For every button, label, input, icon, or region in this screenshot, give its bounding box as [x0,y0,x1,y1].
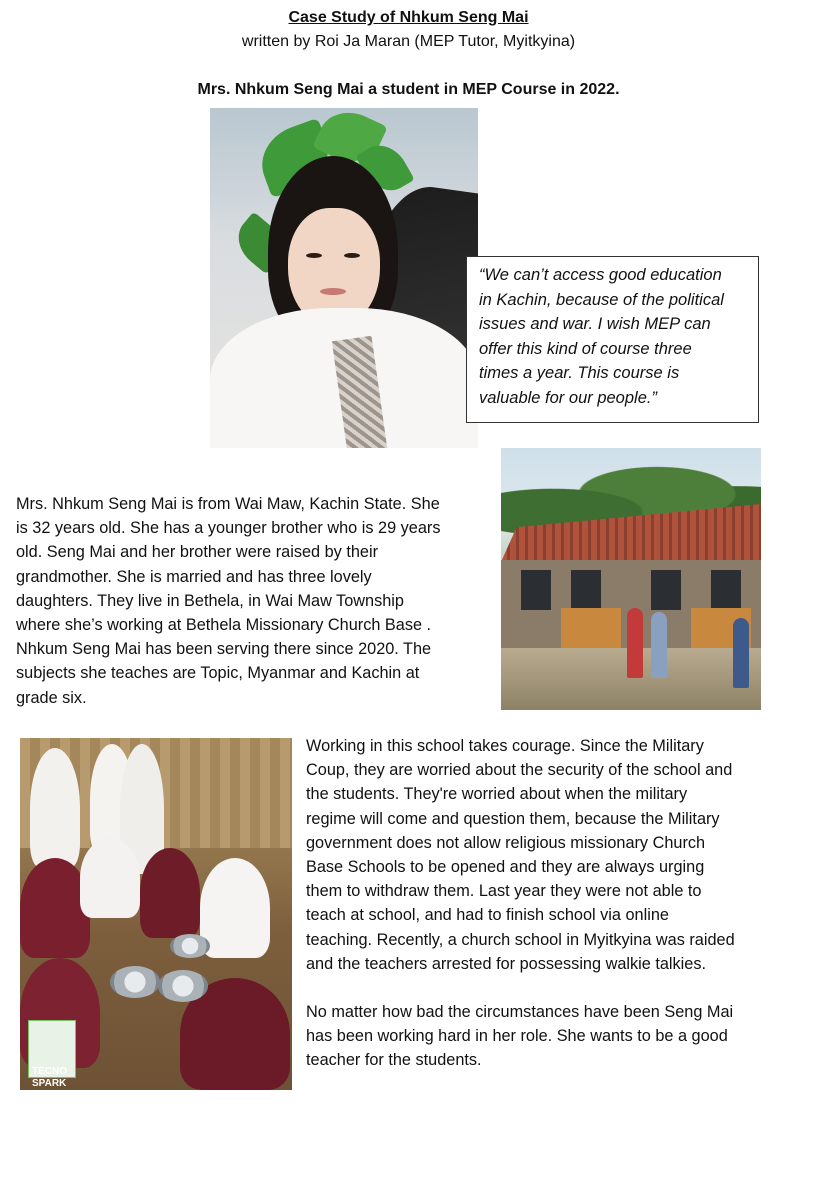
text-line: grade six. [16,688,87,707]
quote-line: issues and war. I wish MEP can [479,315,711,333]
text-line: government does not allow religious missionary Church [306,833,706,852]
camera-watermark [32,1066,67,1090]
metal-bowl [158,970,208,1002]
wood-panel [561,608,621,648]
text-line: Mrs. Nhkum Seng Mai is from Wai Maw, Kachin State. She [16,495,440,513]
biography-paragraph [16,492,490,710]
document-subtitle: written by Roi Ja Maran (MEP Tutor, Myitkyina) [241,33,576,50]
security-paragraph [306,734,801,976]
quote-line: “We can’t access good education [479,266,722,284]
text-line: No matter how bad the circumstances have been Seng Mai [306,1003,734,1021]
text-line: Nhkum Seng Mai has been serving there since 2020. The [16,640,432,659]
text-line: regime will come and question them, because the Military [306,809,720,828]
metal-bowl [110,966,160,998]
person [627,608,643,678]
text-line: teaching. Recently, a church school in Myitkyina was raided [306,930,735,949]
window [571,570,601,610]
text-line: Base Schools to be opened and they are always urging [306,858,705,877]
text-line: Coup, they are worried about the security of the school and [306,761,733,780]
watermark-line: SPARK [32,1078,67,1089]
quote-box [466,256,759,423]
portrait-eye [306,253,322,258]
school-building-photo [501,448,761,710]
text-line: teach at school, and had to finish school via online [306,906,669,925]
closing-paragraph [306,1000,801,1073]
text-line: Working in this school takes courage. Since the Military [306,737,704,755]
text-line: where she’s working at Bethela Missionary Church Base . [16,616,432,635]
text-line: old. Seng Mai and her brother were raised by their [16,543,379,562]
portrait-eye [344,253,360,258]
student [80,838,140,918]
portrait-lips [320,288,346,295]
text-line: the students. They're worried about when the military [306,785,688,804]
text-line: daughters. They live in Bethela, in Wai Maw Township [16,591,404,610]
person [733,618,749,688]
classroom-photo [20,738,292,1090]
quote-line: offer this kind of course three [479,339,692,358]
text-line: is 32 years old. She has a younger brother who is 29 years [16,519,441,538]
student [30,748,80,868]
watermark-line: TECNO [32,1066,67,1077]
quote-line: in Kachin, because of the political [479,290,724,309]
portrait-photo [210,108,478,448]
document-title: Case Study of Nhkum Seng Mai [288,9,529,26]
student [200,858,270,958]
quote-text [479,263,748,410]
text-line: teacher for the students. [306,1051,482,1070]
text-line: has been working hard in her role. She wants to be a good [306,1027,728,1046]
text-line: them to withdraw them. Last year they were not able to [306,882,702,901]
text-line: subjects she teaches are Topic, Myanmar and Kachin at [16,664,420,683]
section-heading: Mrs. Nhkum Seng Mai a student in MEP Course in 2022. [197,81,620,98]
window [711,570,741,610]
window [521,570,551,610]
window [651,570,681,610]
quote-line: times a year. This course is [479,364,680,382]
quote-line: valuable for our people.” [479,388,657,407]
text-line: and the teachers arrested for possessing walkie talkies. [306,954,707,973]
text-line: grandmother. She is married and has three lovely [16,567,372,586]
student [140,848,200,938]
metal-bowl [170,934,210,958]
person [651,612,667,678]
